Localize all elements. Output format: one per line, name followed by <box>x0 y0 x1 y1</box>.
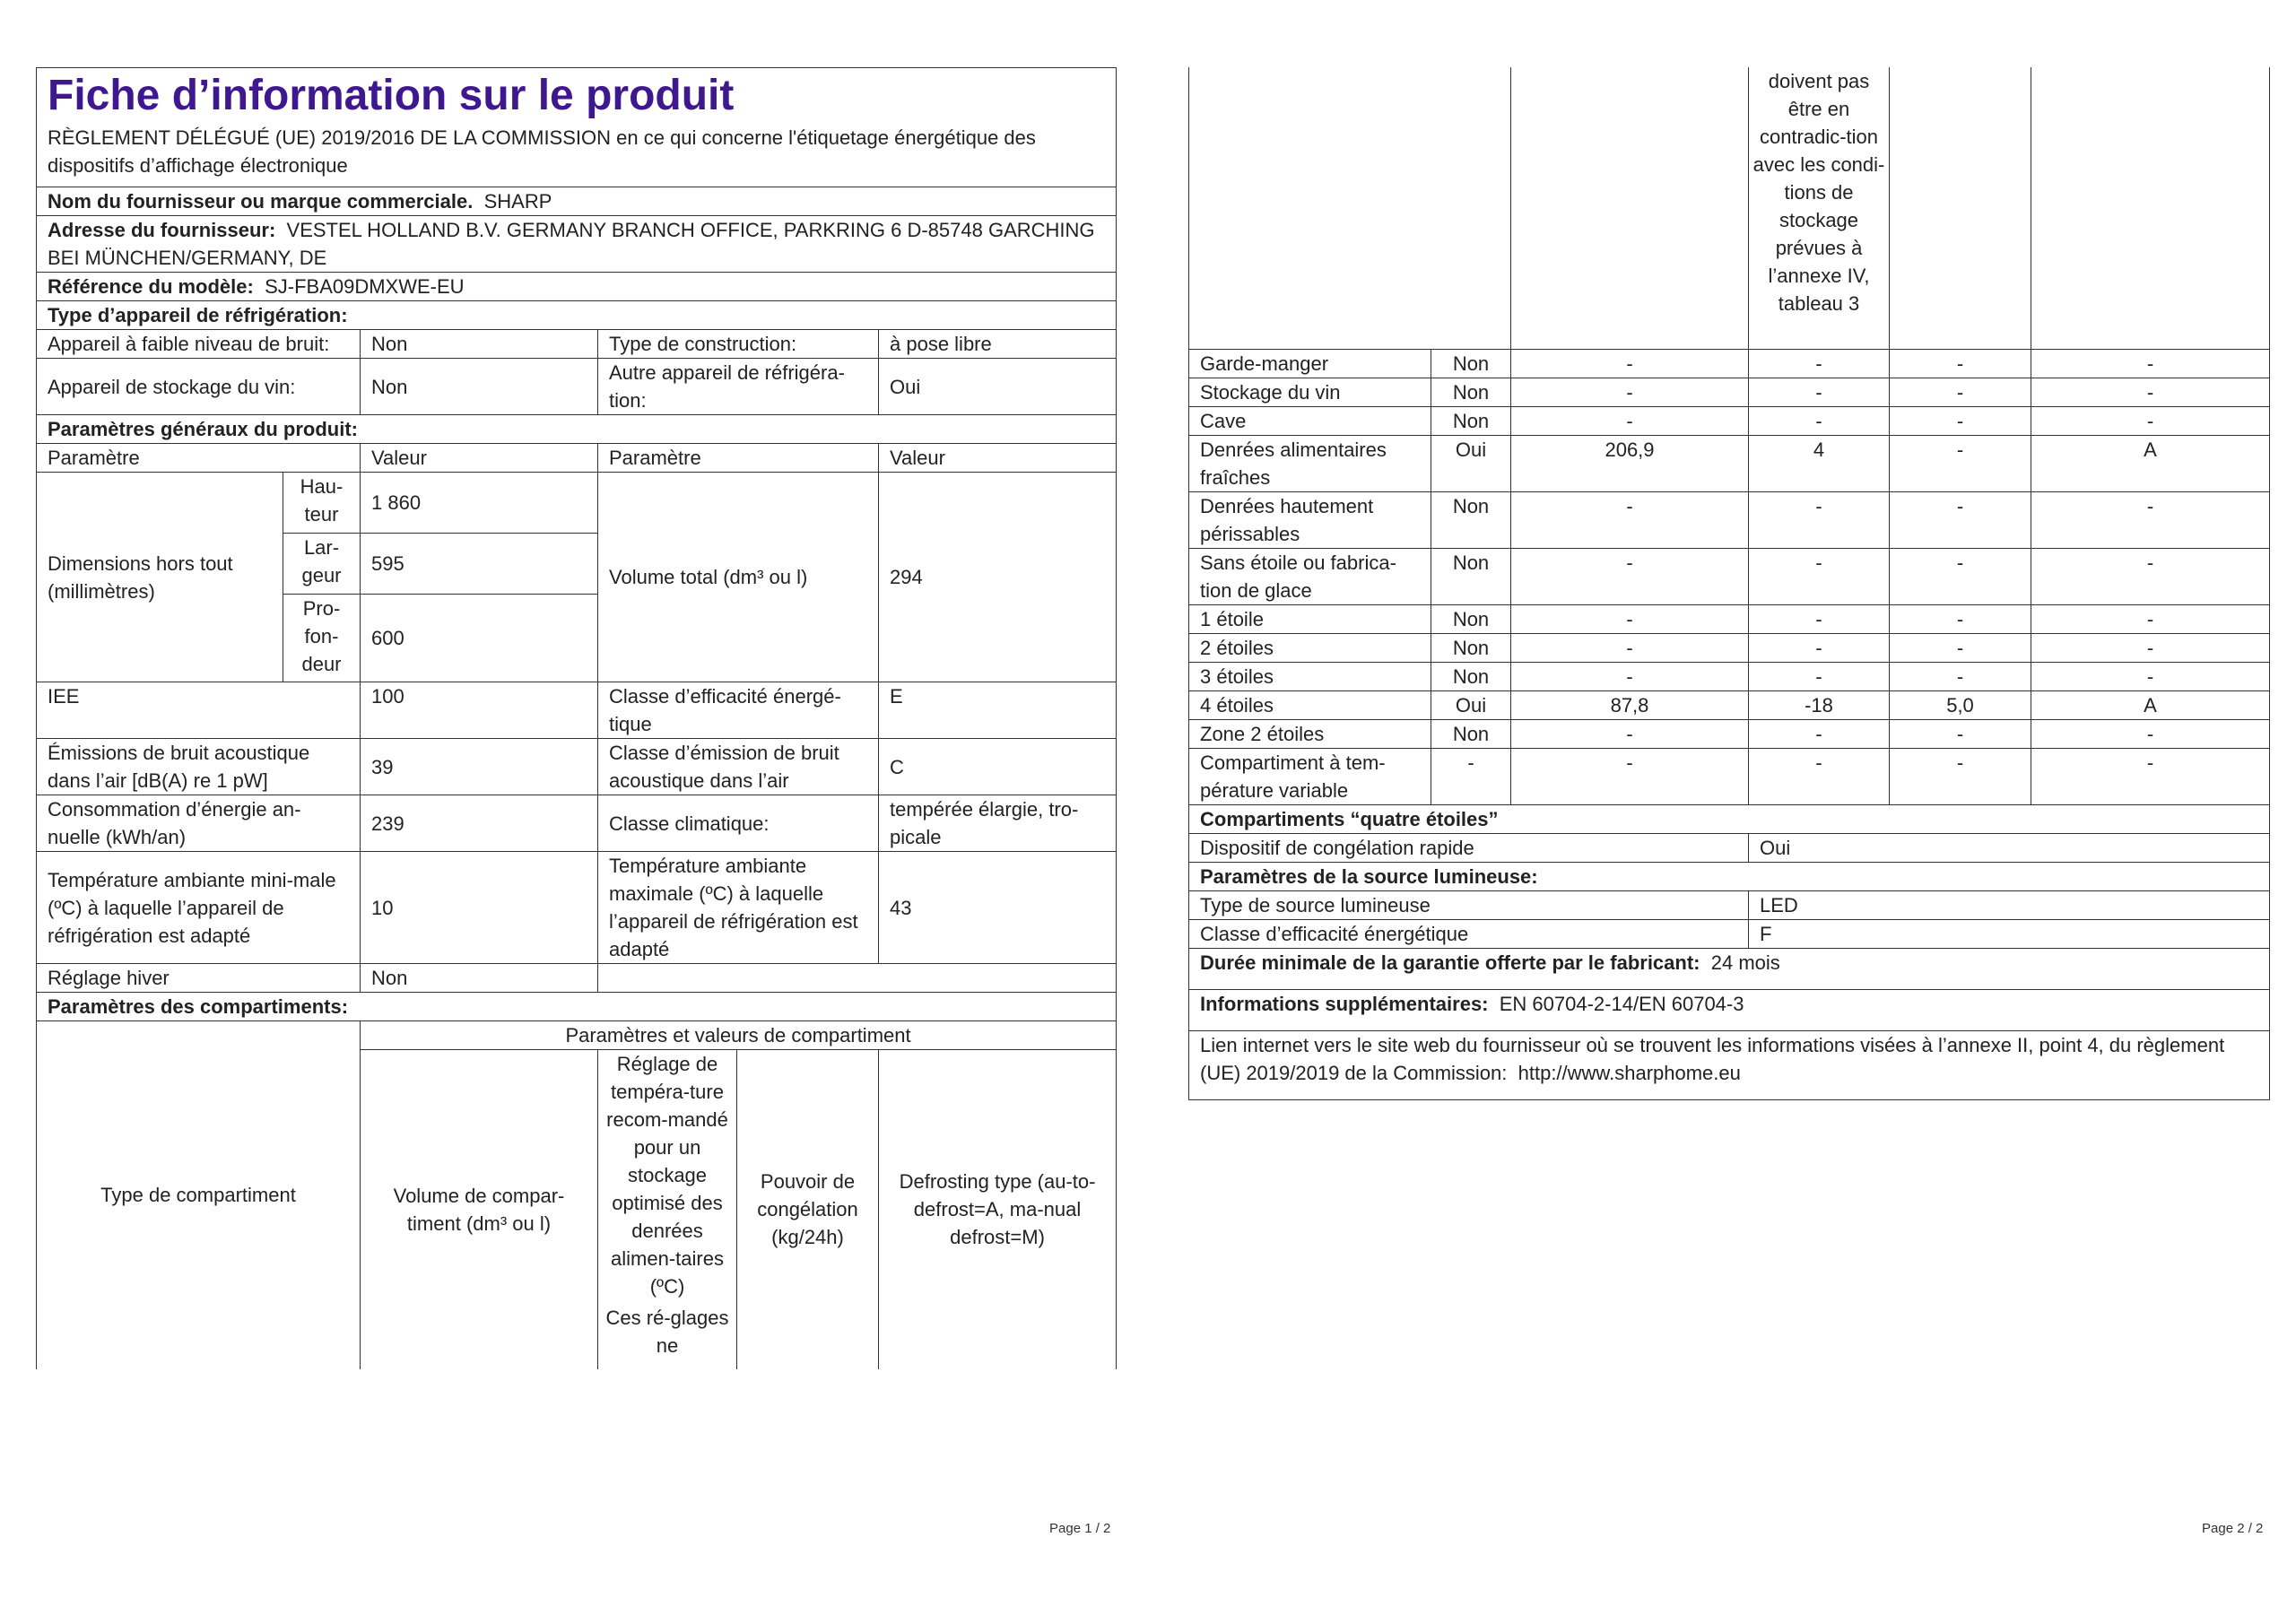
supplier-link-url[interactable]: http://www.sharphome.eu <box>1518 1061 1741 1084</box>
compartment-volume: 206,9 <box>1511 435 1749 491</box>
compartment-temp: 4 <box>1749 435 1890 491</box>
light-type-value: LED <box>1749 890 2270 919</box>
page-number-1: Page 1 / 2 <box>1049 1521 1111 1536</box>
compartment-present: Non <box>1431 406 1511 435</box>
address-value: VESTEL HOLLAND B.V. GERMANY BRANCH OFFICE, PARKRING 6 D-85748 GARCHING BEI MÜNCHEN/GERMANY, DE <box>48 219 1095 269</box>
document-subtitle: RÈGLEMENT DÉLÉGUÉ (UE) 2019/2016 DE LA COMMISSION en ce qui concerne l'étiquetage énergétique des dispositifs d’affichage électronique <box>48 126 1036 177</box>
compartment-defrost: A <box>2031 435 2270 491</box>
compartment-defrost: - <box>2031 633 2270 662</box>
width-value: 595 <box>361 534 598 595</box>
noise-class-label: Classe d’émission de bruit acoustique dans l’air <box>598 739 879 795</box>
other-appliance-label: Autre appareil de réfrigéra-tion: <box>598 359 879 415</box>
compartment-freezing: - <box>1890 349 2031 378</box>
construction-label: Type de construction: <box>598 330 879 359</box>
compartment-name: Denrées hautement périssables <box>1189 491 1431 548</box>
compartment-present: Non <box>1431 662 1511 690</box>
compartment-volume: - <box>1511 378 1749 406</box>
compartment-name: Denrées alimentaires fraîches <box>1189 435 1431 491</box>
compartment-present: Oui <box>1431 690 1511 719</box>
freezing-capacity-header: Pouvoir de congélation (kg/24h) <box>737 1050 879 1369</box>
compartment-volume: 87,8 <box>1511 690 1749 719</box>
compartment-volume: - <box>1511 491 1749 548</box>
table-row <box>1189 719 2270 748</box>
defrost-type-header: Defrosting type (au-to-defrost=A, ma-nual defrost=M) <box>879 1050 1117 1369</box>
energy-consumption-value: 239 <box>361 795 598 852</box>
additional-info-row <box>1189 989 2270 1030</box>
model-label: Référence du modèle: <box>48 275 254 298</box>
compartment-volume: - <box>1511 633 1749 662</box>
compartment-present: Non <box>1431 548 1511 604</box>
compartment-freezing: - <box>1890 604 2031 633</box>
col-value-header: Valeur <box>361 444 598 473</box>
low-noise-label: Appareil à faible niveau de bruit: <box>37 330 361 359</box>
supplier-row <box>37 187 1117 216</box>
page-number-2: Page 2 / 2 <box>2202 1521 2264 1536</box>
volume-value: 294 <box>879 473 1117 682</box>
compartment-present: - <box>1431 748 1511 804</box>
energy-consumption-label: Consommation d’énergie an-nuelle (kWh/an) <box>37 795 361 852</box>
additional-info-value: EN 60704-2-14/EN 60704-3 <box>1499 992 1744 1015</box>
compartment-temp: - <box>1749 406 1890 435</box>
compartment-temp: - <box>1749 748 1890 804</box>
compartment-volume: - <box>1511 719 1749 748</box>
col-param-header-2: Paramètre <box>598 444 879 473</box>
compartment-name: 3 étoiles <box>1189 662 1431 690</box>
compartment-temp: - <box>1749 633 1890 662</box>
compartment-present: Oui <box>1431 435 1511 491</box>
compartment-present: Non <box>1431 719 1511 748</box>
table-row <box>1189 435 2270 491</box>
noise-emission-value: 39 <box>361 739 598 795</box>
document-title: Fiche d’information sur le produit <box>48 72 735 119</box>
model-row <box>37 273 1117 301</box>
compartment-volume: - <box>1511 548 1749 604</box>
width-label: Lar-geur <box>283 534 361 595</box>
compartment-defrost: - <box>2031 604 2270 633</box>
compartments-header: Paramètres des compartiments: <box>37 993 1117 1021</box>
climate-class-label: Classe climatique: <box>598 795 879 852</box>
address-label: Adresse du fournisseur: <box>48 219 276 241</box>
compartment-temp: -18 <box>1749 690 1890 719</box>
light-class-label: Classe d’efficacité énergétique <box>1189 919 1749 948</box>
winter-setting-empty <box>598 964 1117 993</box>
energy-class-label: Classe d’efficacité énergé-tique <box>598 682 879 739</box>
table-row <box>1189 748 2270 804</box>
warranty-label: Durée minimale de la garantie offerte par le fabricant: <box>1200 951 1700 974</box>
compartment-freezing: - <box>1890 633 2031 662</box>
compartment-name: Sans étoile ou fabrica-tion de glace <box>1189 548 1431 604</box>
continuation-empty-1 <box>1189 67 1431 349</box>
temp-setting-label: Réglage de tempéra-ture recom-mandé pour un stockage optimisé des denrées alimen-taires (ºC) <box>606 1053 728 1298</box>
volume-label: Volume total (dm³ ou l) <box>598 473 879 682</box>
compartment-freezing: - <box>1890 378 2031 406</box>
col-param-header: Paramètre <box>37 444 361 473</box>
table-row <box>1189 662 2270 690</box>
table-row <box>1189 378 2270 406</box>
table-row <box>1189 633 2270 662</box>
winter-setting-label: Réglage hiver <box>37 964 361 993</box>
model-value: SJ-FBA09DMXWE-EU <box>265 275 465 298</box>
page-1 <box>36 67 1116 1369</box>
compartment-temp: - <box>1749 378 1890 406</box>
supplier-link-text: Lien internet vers le site web du fournisseur où se trouvent les informations visées à l’annexe II, point 4, du règlement (UE) 2019/2019 de la Commission: <box>1200 1033 2225 1084</box>
depth-value: 600 <box>361 595 598 682</box>
energy-class-value: E <box>879 682 1117 739</box>
compartment-name: Zone 2 étoiles <box>1189 719 1431 748</box>
compartment-present: Non <box>1431 378 1511 406</box>
supplier-link-row <box>1189 1030 2270 1099</box>
supplier-value: SHARP <box>483 190 552 213</box>
continuation-empty-6 <box>2031 67 2270 349</box>
additional-info-label: Informations supplémentaires: <box>1200 992 1489 1015</box>
compartment-freezing: - <box>1890 719 2031 748</box>
compartment-defrost: - <box>2031 748 2270 804</box>
compartment-defrost: - <box>2031 719 2270 748</box>
table-row <box>1189 406 2270 435</box>
warranty-value: 24 mois <box>1710 951 1780 974</box>
compartment-freezing: - <box>1890 491 2031 548</box>
compartment-volume: - <box>1511 406 1749 435</box>
noise-emission-label: Émissions de bruit acoustique dans l’air [dB(A) re 1 pW] <box>37 739 361 795</box>
compartment-name: Cave <box>1189 406 1431 435</box>
compartment-defrost: - <box>2031 548 2270 604</box>
compartment-defrost: - <box>2031 406 2270 435</box>
general-params-header: Paramètres généraux du produit: <box>37 415 1117 444</box>
temp-setting-note-end: doivent pas être en contradic-tion avec les condi-tions de stockage prévues à l’annexe IV, tableau 3 <box>1749 67 1890 349</box>
light-type-label: Type de source lumineuse <box>1189 890 1749 919</box>
title-cell <box>37 68 1117 187</box>
compartment-temp: - <box>1749 719 1890 748</box>
temp-setting-note-start: Ces ré-glages ne <box>605 1307 729 1357</box>
construction-value: à pose libre <box>879 330 1117 359</box>
height-value: 1 860 <box>361 473 598 534</box>
compartment-defrost: - <box>2031 662 2270 690</box>
climate-class-value: tempérée élargie, tro-picale <box>879 795 1117 852</box>
compartment-present: Non <box>1431 491 1511 548</box>
compartment-name: 1 étoile <box>1189 604 1431 633</box>
min-temp-label: Température ambiante mini-male (ºC) à laquelle l’appareil de réfrigération est adapté <box>37 852 361 964</box>
temp-setting-header <box>598 1050 737 1369</box>
compartment-temp: - <box>1749 349 1890 378</box>
height-label: Hau-teur <box>283 473 361 534</box>
address-row <box>37 216 1117 273</box>
compartment-defrost: A <box>2031 690 2270 719</box>
winter-setting-value: Non <box>361 964 598 993</box>
four-star-header: Compartiments “quatre étoiles” <box>1189 804 2270 833</box>
light-source-header: Paramètres de la source lumineuse: <box>1189 862 2270 890</box>
supplier-label: Nom du fournisseur ou marque commerciale. <box>48 190 474 213</box>
compartment-freezing: - <box>1890 548 2031 604</box>
compartment-temp: - <box>1749 548 1890 604</box>
compartment-temp: - <box>1749 491 1890 548</box>
compartment-defrost: - <box>2031 349 2270 378</box>
compartment-volume: - <box>1511 349 1749 378</box>
continuation-empty-3 <box>1511 67 1749 349</box>
other-appliance-value: Oui <box>879 359 1117 415</box>
compartment-present: Non <box>1431 604 1511 633</box>
product-info-table-page1 <box>36 67 1117 1369</box>
iee-label: IEE <box>37 682 361 739</box>
compartment-params-header: Paramètres et valeurs de compartiment <box>361 1021 1117 1050</box>
dimensions-label: Dimensions hors tout (millimètres) <box>37 473 283 682</box>
compartment-name: Compartiment à tem-pérature variable <box>1189 748 1431 804</box>
compartment-freezing: - <box>1890 662 2031 690</box>
continuation-empty-2 <box>1431 67 1511 349</box>
max-temp-value: 43 <box>879 852 1117 964</box>
wine-storage-value: Non <box>361 359 598 415</box>
table-row <box>1189 690 2270 719</box>
fast-freeze-value: Oui <box>1749 833 2270 862</box>
iee-value: 100 <box>361 682 598 739</box>
compartment-present: Non <box>1431 633 1511 662</box>
noise-class-value: C <box>879 739 1117 795</box>
compartment-rows <box>1189 349 2270 804</box>
compartment-temp: - <box>1749 662 1890 690</box>
compartment-name: 2 étoiles <box>1189 633 1431 662</box>
compartment-name: Garde-manger <box>1189 349 1431 378</box>
compartment-type-header: Type de compartiment <box>37 1021 361 1369</box>
appliance-type-header: Type d’appareil de réfrigération: <box>37 301 1117 330</box>
product-info-table-page2 <box>1188 67 2270 1100</box>
table-row <box>1189 548 2270 604</box>
compartment-name: 4 étoiles <box>1189 690 1431 719</box>
wine-storage-label: Appareil de stockage du vin: <box>37 359 361 415</box>
compartment-volume-header: Volume de compar-timent (dm³ ou l) <box>361 1050 598 1369</box>
continuation-empty-5 <box>1890 67 2031 349</box>
compartment-present: Non <box>1431 349 1511 378</box>
max-temp-label: Température ambiante maximale (ºC) à laquelle l’appareil de réfrigération est adapté <box>598 852 879 964</box>
fast-freeze-label: Dispositif de congélation rapide <box>1189 833 1749 862</box>
compartment-volume: - <box>1511 604 1749 633</box>
compartment-freezing: - <box>1890 435 2031 491</box>
compartment-defrost: - <box>2031 378 2270 406</box>
light-class-value: F <box>1749 919 2270 948</box>
compartment-name: Stockage du vin <box>1189 378 1431 406</box>
low-noise-value: Non <box>361 330 598 359</box>
compartment-temp: - <box>1749 604 1890 633</box>
compartment-freezing: 5,0 <box>1890 690 2031 719</box>
page-2 <box>1188 67 2269 1100</box>
compartment-defrost: - <box>2031 491 2270 548</box>
table-row <box>1189 604 2270 633</box>
col-value-header-2: Valeur <box>879 444 1117 473</box>
warranty-row <box>1189 948 2270 989</box>
min-temp-value: 10 <box>361 852 598 964</box>
table-row <box>1189 349 2270 378</box>
compartment-freezing: - <box>1890 748 2031 804</box>
table-row <box>1189 491 2270 548</box>
compartment-freezing: - <box>1890 406 2031 435</box>
depth-label: Pro-fon-deur <box>283 595 361 682</box>
compartment-volume: - <box>1511 748 1749 804</box>
compartment-volume: - <box>1511 662 1749 690</box>
